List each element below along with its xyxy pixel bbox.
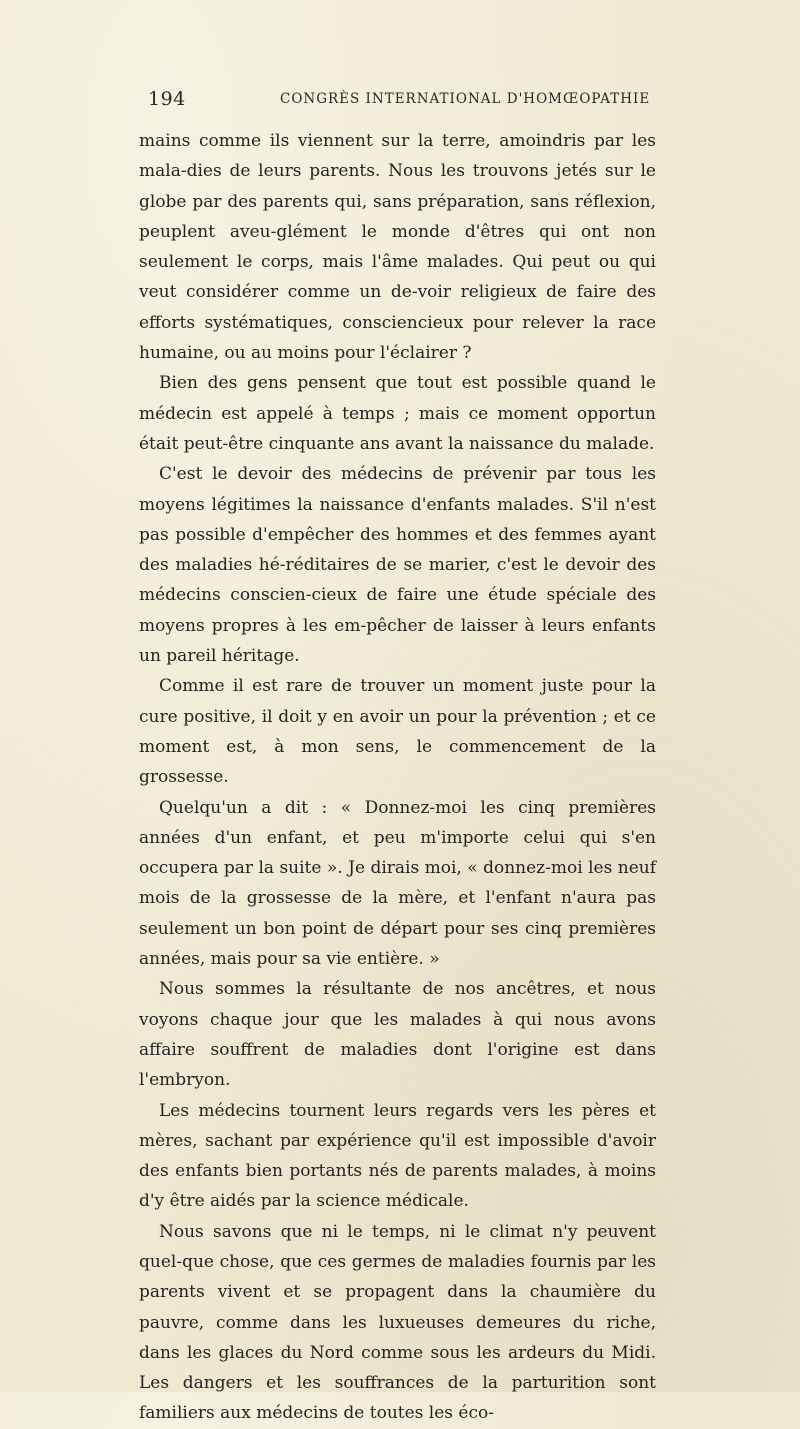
page-number: 194 (148, 88, 186, 110)
paragraph-8: Nous savons que ni le temps, ni le climat n'y peuvent quel-que chose, que ces germes de maladies fournis par les parents vivent et se propagent dans la chaumière du pauvre, comme dans les luxueuses demeures du riche, dans les glaces du Nord comme sous les ardeurs du Midi. Les dangers et les souffrances de la parturition sont familiers aux médecins de toutes les éco- (139, 1221, 656, 1424)
body-text (139, 126, 656, 1429)
paragraph-5: Quelqu'un a dit : « Donnez-moi les cinq premières années d'un enfant, et peu m'importe celui qui s'en occupera par la suite ». Je dirais moi, « donnez-moi les neuf mois de la grossesse de la mère, et l'enfant n'aura pas seulement un bon point de départ pour ses cinq premières années, mais pour sa vie entière. » (139, 797, 656, 970)
running-head (148, 88, 651, 114)
paragraph-1: mains comme ils viennent sur la terre, amoindris par les mala-dies de leurs parents. Nous les trouvons jetés sur le globe par des parents qui, sans préparation, sans réflexion, peuplent aveu-glément le monde d'êtres qui ont non seulement le corps, mais l'âme malades. Qui peut ou qui veut considérer comme un de-voir religieux de faire des efforts systématiques, consciencieux pour relever la race humaine, ou au moins pour l'éclairer ? (139, 131, 656, 364)
running-title: CONGRÈS INTERNATIONAL D'HOMŒOPATHIE (280, 91, 651, 107)
paragraph-6: Nous sommes la résultante de nos ancêtres, et nous voyons chaque jour que les malades à qui nous avons affaire souffrent de maladies dont l'origine est dans l'embryon. (139, 979, 656, 1091)
paragraph-4: Comme il est rare de trouver un moment juste pour la cure positive, il doit y en avoir un pour la prévention ; et ce moment est, à mon sens, le commencement de la grossesse. (139, 676, 656, 788)
paragraph-7: Les médecins tournent leurs regards vers les pères et mères, sachant par expérience qu'il est impossible d'avoir des enfants bien portants nés de parents malades, à moins d'y être aidés par la science médicale. (139, 1100, 656, 1212)
paragraph-2: Bien des gens pensent que tout est possible quand le médecin est appelé à temps ; mais ce moment opportun était peut-être cinquante ans avant la naissance du malade. (139, 373, 656, 454)
paragraph-3: C'est le devoir des médecins de prévenir par tous les moyens légitimes la naissance d'enfants malades. S'il n'est pas possible d'empêcher des hommes et des femmes ayant des maladies hé-réditaires de se marier, c'est le devoir des médecins conscien-cieux de faire une étude spéciale des moyens propres à les em-pêcher de laisser à leurs enfants un pareil héritage. (139, 464, 656, 667)
